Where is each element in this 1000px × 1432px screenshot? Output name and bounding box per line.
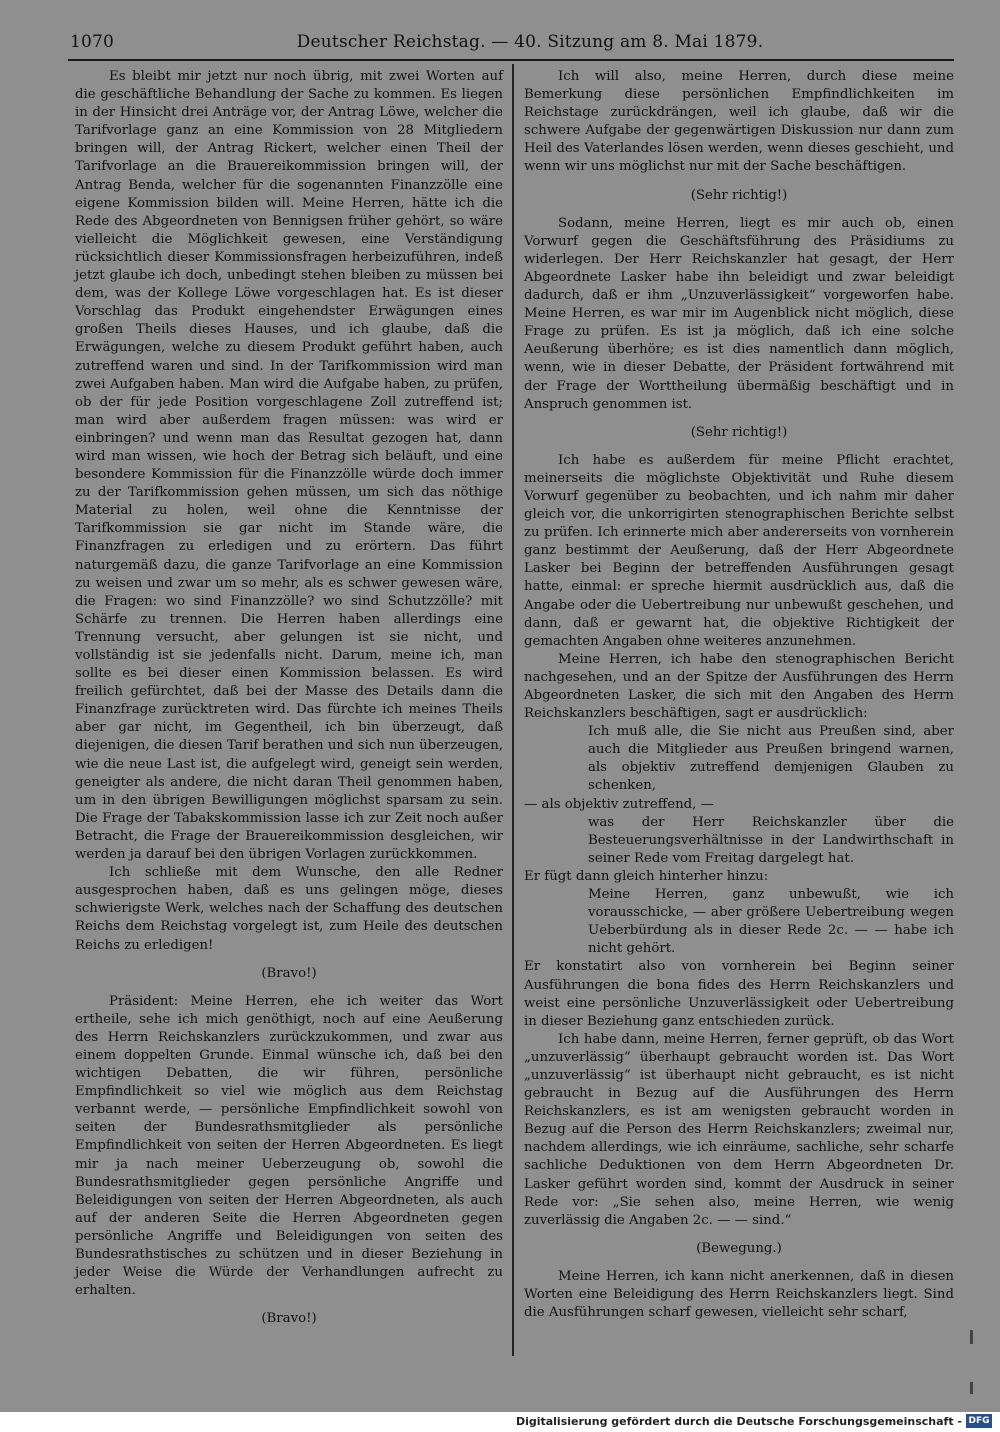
dfg-logo: DFG: [966, 1414, 992, 1428]
paragraph: Meine Herren, ich kann nicht anerkennen, daß in diesen Worten eine Beleidigung des Herrn Reichskanzlers liegt. Sind die Ausführungen scharf gewesen, vielleicht sehr scharf,: [524, 1268, 954, 1321]
interjection: (Sehr richtig!): [690, 187, 788, 203]
interjection: (Bewegung.): [696, 1240, 782, 1256]
paragraph: Es bleibt mir jetzt nur noch übrig, mit zwei Worten auf die geschäftliche Behandlung der Sache zu kommen. Es liegen in der Hinsicht drei Anträge vor, der Antrag Löwe, welcher die Tarifvorlage ganz an eine Kommission von 28 Mitgliedern bringen will, der Antrag Rickert, welcher einen Theil der Tarifvorlage an die Brauereikommission bringen will, der Antrag Benda, welcher für die sogenannten Finanzzölle eine eigene Kommission bilden will. Meine Herren, hätte ich die Rede des Abgeordneten von Bennigsen früher gehört, so wäre vielleicht die Möglichkeit gewesen, eine Verständigung rücksichtlich dieser Kommissionsfragen herbeizuführen, indeß jetzt glaube ich doch, unbedingt stehen bleiben zu müssen bei dem, was der Kollege Löwe vorgeschlagen hat. Es ist dieser Vorschlag das Produkt eingehendster Erwägungen eines großen Theils dieses Hauses, und ich glaube, daß die Erwägungen, welche zu diesem Produkt geführt haben, auch zutreffend waren und sind. In der Tarifkommission wird man zwei Aufgaben haben. Man wird die Aufgabe haben, zu prüfen, ob der für jede Position vorgeschlagene Zoll zutreffend ist; man wird aber außerdem fragen müssen: was wird er einbringen? und wenn man das Resultat gezogen hat, dann wird man wissen, wie hoch der Betrag sich beläuft, und eine besondere Kommission für die Finanzzölle würde doch immer zu der Tarifkommission gehen müssen, um sich das nöthige Material zu holen, weil ohne die Kenntnisse der Tarifkommission sie gar nicht im Stande wäre, die Finanzfragen zu erledigen und zu erörtern. Das führt naturgemäß dazu, die ganze Tarifvorlage an eine Kommission zu weisen und zwar um so mehr, als es schwer gewesen wäre, die Fragen: wo sind Finanzzölle? wo sind Schutzzölle? mit Schärfe zu trennen. Die Herren haben allerdings eine Trennung versucht, aber gelungen ist sie nicht, und vollständig ist sie jedenfalls nicht. Darum, meine ich, man sollte es bei dieser einen Kommission belassen. Es wird freilich gefürchtet, daß bei der Masse des Details dann die Finanzfrage zurücktreten wird. Das fürchte ich meines Theils aber gar nicht, im Gegentheil, ich bin überzeugt, daß diejenigen, die diesen Tarif berathen und sich nun überzeugen, wie die neue Last ist, die aufgelegt wird, geneigt sein werden, geneigter als andere, die nicht daran Theil genommen haben, um in den übrigen Bewilligungen möglichst sparsam zu sein. Die Frage der Tabakskommission lasse ich zur Zeit noch außer Betracht, die Frage der Brauereikommission desgleichen, wir werden ja darauf bei den übrigen Vorlagen zurückkommen.: [75, 69, 503, 863]
paragraph: Ich will also, meine Herren, durch diese meine Bemerkung diese persönlichen Empfindlichkeiten im Reichstage zurückdrängen, weil ich glaube, daß wir die schwere Aufgabe der gegenwärtigen Diskussion nur dann zum Heil des Vaterlandes lösen werden, wenn dieses geschieht, und wenn wir uns möglichst nur mit der Sache beschäftigen.: [524, 69, 954, 175]
column-divider: [512, 64, 514, 1356]
paragraph: Ich habe dann, meine Herren, ferner geprüft, ob das Wort „unzuverlässig“ überhaupt gebraucht worden ist. Das Wort „unzuverlässig“ ist überhaupt nicht gebraucht, es ist nicht gebraucht in Bezug auf die Ausführungen des Herrn Reichskanzlers, es ist am wenigsten gebraucht worden in Bezug auf die Person des Herrn Reichskanzlers; zweimal nur, nachdem allerdings, wie ich einräume, sachliche, sehr scharfe sachliche Deduktionen von dem Herrn Abgeordneten Dr. Lasker geführt worden sind, kommt der Ausdruck in seiner Rede vor: „Sie sehen also, meine Herren, wie wenig zuverlässig die Angaben 2c. — — sind.“: [524, 1031, 954, 1228]
paragraph: Sodann, meine Herren, liegt es mir auch ob, einen Vorwurf gegen die Geschäftsführung des Präsidiums zu widerlegen. Der Herr Reichskanzler hat gesagt, der Herr Abgeordnete Lasker habe ihn beleidigt und zwar beleidigt dadurch, daß er ihm „Unzuverlässigkeit“ vorgeworfen habe. Meine Herren, es war mir im Augenblick nicht möglich, diese Frage zu prüfen. Es ist ja möglich, daß ich eine solche Aeußerung überhöre; es ist dies namentlich dann möglich, wenn, wie in dieser Debatte, der Präsident fortwährend mit der Frage der Worttheilung übermäßig beschäftigt und in Anspruch genommen ist.: [524, 215, 954, 412]
paragraph: Präsident: Meine Herren, ehe ich weiter das Wort ertheile, sehe ich mich genöthigt, noch auf eine Aeußerung des Herrn Reichskanzlers zurückzukommen, und zwar aus einem doppelten Grunde. Einmal wünsche ich, daß bei den wichtigen Debatten, die wir führen, persönliche Empfindlichkeit so viel wie möglich aus dem Reichstag verbannt werde, — persönliche Empfindlichkeit sowohl von seiten der Bundesrathsmitglieder als persönliche Empfindlichkeit von seiten der Herren Abgeordneten. Es liegt mir ja nach meiner Ueberzeugung ob, sowohl die Bundesrathsmitglieder gegen persönliche Angriffe und Beleidigungen von seiten der Herren Abgeordneten, als auch auf der anderen Seite die Herren Abgeordneten gegen persönliche Angriffe und Beleidigungen von seiten des Bundesrathstisches zu schützen und in dieser Beziehung in jeder Weise die Würde der Verhandlungen aufrecht zu erhalten.: [75, 993, 503, 1299]
quotation: was der Herr Reichskanzler über die Besteuerungsverhältnisse in der Landwirthschaft in seiner Rede vom Freitag dargelegt hat.: [588, 814, 954, 866]
quotation: Meine Herren, ganz unbewußt, wie ich vorausschicke, — aber größere Uebertreibung wegen Ueberbürdung als in dieser Rede 2c. — — habe ich nicht gehört.: [588, 887, 954, 957]
page-header: [70, 32, 950, 58]
quotation: Ich muß alle, die Sie nicht aus Preußen sind, aber auch die Mitglieder aus Preußen bringend warnen, als objektiv zutreffend demjenigen Glauben zu schenken,: [588, 724, 954, 794]
interjection: (Bravo!): [261, 1311, 317, 1327]
paragraph: Ich schließe mit dem Wunsche, den alle Redner ausgesprochen haben, daß es uns gelingen möge, dieses schwierigste Werk, welches nach der Schaffung des deutschen Reichs dem Reichstag vorgelegt ist, zum Heile des deutschen Reichs zu erledigen!: [75, 865, 503, 953]
paragraph: Meine Herren, ich habe den stenographischen Bericht nachgesehen, und an der Spitze der Ausführungen des Herrn Abgeordneten Lasker, die sich mit den Angaben des Herrn Reichskanzlers beschäftigen, sagt er ausdrücklich:: [524, 651, 954, 722]
left-column: [75, 68, 503, 1338]
paragraph: Er fügt dann gleich hinterher hinzu:: [524, 868, 769, 884]
interjection: (Bravo!): [261, 965, 317, 981]
footer-bar: [0, 1412, 1000, 1432]
running-title: Deutscher Reichstag. — 40. Sitzung am 8. Mai 1879.: [296, 32, 764, 52]
paragraph: Ich habe es außerdem für meine Pflicht erachtet, meinerseits die möglichste Objektivität und Ruhe diesem Vorwurf gegenüber zu beobachten, und ich nahm mir daher gleich vor, die unkorrigirten stenographischen Berichte selbst zu prüfen. Ich erinnerte mich aber andererseits von vornherein ganz bestimmt der Aeußerung, daß der Herr Abgeordnete Lasker bei Beginn der betreffenden Ausführungen gesagt hatte, einmal: er spreche hiermit ausdrücklich aus, daß die Angabe oder die Uebertreibung nur unbewußt geschehen, und dann, daß er gewarnt hat, die objektive Richtigkeit der gemachten Angaben ohne weiteres anzunehmen.: [524, 452, 954, 649]
page-number: 1070: [70, 32, 115, 52]
quotation-insert: — als objektiv zutreffend, —: [524, 796, 714, 812]
right-column: [524, 68, 954, 1322]
interjection: (Sehr richtig!): [690, 424, 788, 440]
header-rule: [68, 59, 954, 61]
margin-mark: [970, 1382, 973, 1394]
funding-notice: Digitalisierung gefördert durch die Deutsche Forschungsgemeinschaft -: [515, 1415, 962, 1428]
paragraph: Er konstatirt also von vornherein bei Beginn seiner Ausführungen die bona fides des Herrn Reichskanzlers und weist eine persönliche Unzuverlässigkeit oder Uebertreibung in dieser Beziehung ganz entschieden zurück.: [524, 959, 954, 1029]
margin-mark: [970, 1330, 973, 1344]
